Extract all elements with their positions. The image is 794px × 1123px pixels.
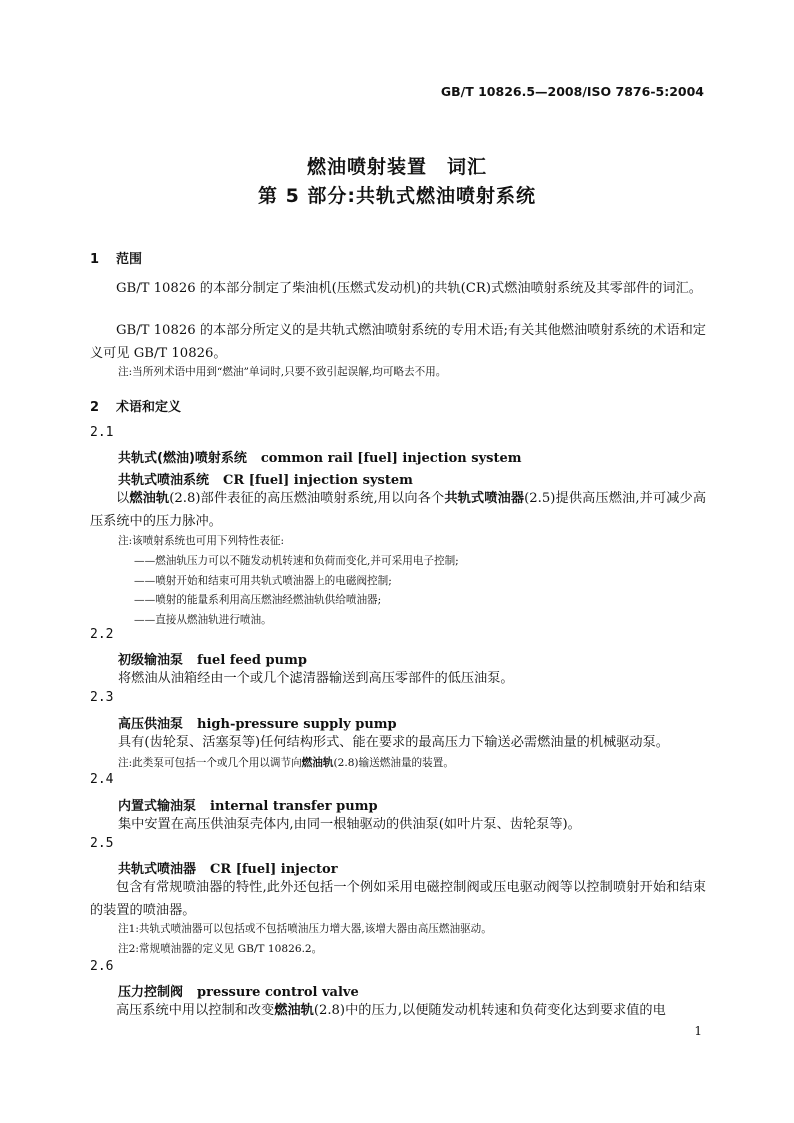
- section-title: 术语和定义: [116, 400, 182, 415]
- standard-number: GB/T 10826.5—2008/ISO 7876-5:2004: [440, 84, 704, 99]
- term-heading: [118, 447, 522, 466]
- term-definition: 包含有常规喷油器的特性,此外还包括一个例如采用电磁控制阀或压电驱动阀等以控制喷射开始和结束的装置的喷油器。: [90, 880, 706, 918]
- term-definition: 具有(齿轮泵、活塞泵等)任何结构形式、能在要求的最高压力下输送必需燃油量的机械驱动泵。: [118, 735, 669, 750]
- term-en: CR [fuel] injector: [210, 862, 338, 877]
- cross-reference: 燃油轨: [274, 1003, 314, 1018]
- scope-paragraph-1: GB/T 10826 的本部分制定了柴油机(压燃式发动机)的共轨(CR)式燃油喷射系统及其零部件的词汇。: [116, 281, 702, 296]
- section-1-heading: [90, 248, 142, 267]
- term-definition: 将燃油从油箱经由一个或几个滤清器输送到高压零部件的低压油泵。: [118, 671, 514, 686]
- cross-reference: 燃油轨: [129, 491, 170, 506]
- cross-reference: 燃油轨: [301, 757, 334, 769]
- term-heading: [118, 649, 307, 668]
- section-number: 1: [90, 252, 100, 267]
- cross-reference: 共轨式喷油器: [444, 491, 525, 506]
- term-en: CR [fuel] injection system: [223, 473, 413, 488]
- term-heading: [118, 858, 338, 877]
- document-title: 燃油喷射装置 词汇: [306, 156, 487, 178]
- term-cn: 高压供油泵: [118, 717, 184, 732]
- section-title: 范围: [116, 252, 143, 267]
- term-number: 2.3: [90, 690, 114, 705]
- note-list-item: ——燃油轨压力可以不随发动机转速和负荷而变化,并可采用电子控制;: [134, 555, 459, 567]
- term-cn: 共轨式喷油系统: [118, 473, 210, 488]
- term-en: pressure control valve: [197, 985, 359, 1000]
- definition-text: 高压系统中用以控制和改变: [116, 1003, 275, 1018]
- term-cn: 压力控制阀: [118, 985, 184, 1000]
- note-list-item: ——直接从燃油轨进行喷油。: [134, 614, 272, 626]
- note-list-item: ——喷射的能量系利用高压燃油经燃油轨供给喷油器;: [134, 594, 382, 606]
- note-list-item: ——喷射开始和结束可用共轨式喷油器上的电磁阀控制;: [134, 575, 392, 587]
- scope-note: 注:当所列术语中用到“燃油”单词时,只要不致引起误解,均可略去不用。: [118, 366, 447, 378]
- term-note: 注1:共轨式喷油器可以包括或不包括喷油压力增大器,该增大器由高压燃油驱动。: [118, 923, 492, 935]
- term-number: 2.4: [90, 772, 114, 787]
- term-en: internal transfer pump: [210, 799, 378, 814]
- term-number: 2.5: [90, 836, 114, 851]
- term-heading: [118, 713, 397, 732]
- section-number: 2: [90, 400, 100, 415]
- term-number: 2.6: [90, 959, 114, 974]
- term-en: fuel feed pump: [197, 653, 307, 668]
- term-definition: [90, 999, 706, 1022]
- definition-text: 以: [116, 491, 130, 506]
- term-cn: 共轨式(燃油)喷射系统: [118, 451, 247, 466]
- term-note: 注:该喷射系统也可用下列特性表征:: [118, 535, 285, 547]
- term-en: common rail [fuel] injection system: [260, 451, 522, 466]
- term-cn: 共轨式喷油器: [118, 862, 197, 877]
- term-heading: [118, 981, 359, 1000]
- definition-text: (2.8)中的压力,以便随发动机转速和负荷变化达到要求值的电: [313, 1003, 666, 1018]
- page-number: 1: [694, 1024, 702, 1038]
- note-text: (2.8)输送燃油量的装置。: [333, 757, 454, 769]
- term-note: [118, 755, 454, 770]
- term-definition: 集中安置在高压供油泵壳体内,由同一根轴驱动的供油泵(如叶片泵、齿轮泵等)。: [118, 817, 581, 832]
- term-cn: 内置式输油泵: [118, 799, 197, 814]
- definition-text: (2.8)部件表征的高压燃油喷射系统,用以向各个: [169, 491, 445, 506]
- section-2-heading: [90, 396, 181, 415]
- document-subtitle: 第 5 部分:共轨式燃油喷射系统: [257, 185, 537, 207]
- term-note: 注2:常规喷油器的定义见 GB/T 10826.2。: [118, 943, 323, 955]
- term-synonym: [118, 469, 413, 488]
- definition-text: (2.5)提供高压燃油,并可减少高压系统中的压力脉冲。: [90, 491, 707, 529]
- term-cn: 初级输油泵: [118, 653, 184, 668]
- scope-paragraph-2: GB/T 10826 的本部分所定义的是共轨式燃油喷射系统的专用术语;有关其他燃油喷射系统的术语和定义可见 GB/T 10826。: [90, 323, 706, 361]
- term-en: high-pressure supply pump: [197, 717, 397, 732]
- term-heading: [118, 795, 378, 814]
- note-text: 注:此类泵可包括一个或几个用以调节向: [118, 757, 302, 769]
- term-definition: [90, 487, 706, 533]
- term-number: 2.1: [90, 425, 114, 440]
- term-number: 2.2: [90, 627, 114, 642]
